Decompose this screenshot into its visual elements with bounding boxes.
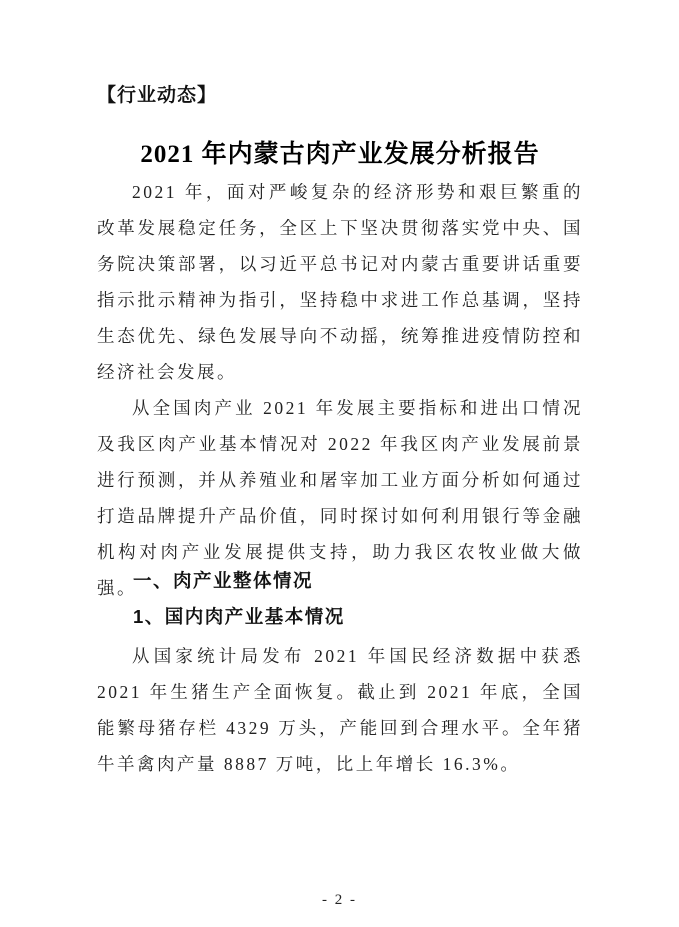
page-number: - 2 - [322, 892, 357, 908]
section-heading: 一、肉产业整体情况 [133, 570, 314, 591]
section-label: 【行业动态】 [97, 85, 218, 106]
intro-paragraph-2: 从全国肉产业 2021 年发展主要指标和进出口情况及我区肉产业基本情况对 2022 年我区肉产业发展前景进行预测，并从养殖业和屠宰加工业方面分析如何通过打造品牌提升产品价值，同时探讨如何利用银行等金融机构对肉产业发展提供支持，助力我区农牧业做大做强。 [97, 398, 583, 598]
body-paragraph-3: 从国家统计局发布 2021 年国民经济数据中获悉 2021 年生猪生产全面恢复。截止到 2021 年底，全国能繁母猪存栏 4329 万头，产能回到合理水平。全年猪牛羊禽肉产量 8887 万吨，比上年增长 16.3%。 [97, 646, 583, 774]
document-title: 2021 年内蒙古肉产业发展分析报告 [140, 140, 540, 168]
intro-paragraph-1: 2021 年，面对严峻复杂的经济形势和艰巨繁重的改革发展稳定任务，全区上下坚决贯彻落实党中央、国务院决策部署，以习近平总书记对内蒙古重要讲话重要指示批示精神为指引，坚持稳中求进工作总基调，坚持生态优先、绿色发展导向不动摇，统筹推进疫情防控和经济社会发展。 [97, 182, 583, 382]
subsection-heading: 1、国内肉产业基本情况 [133, 606, 345, 627]
